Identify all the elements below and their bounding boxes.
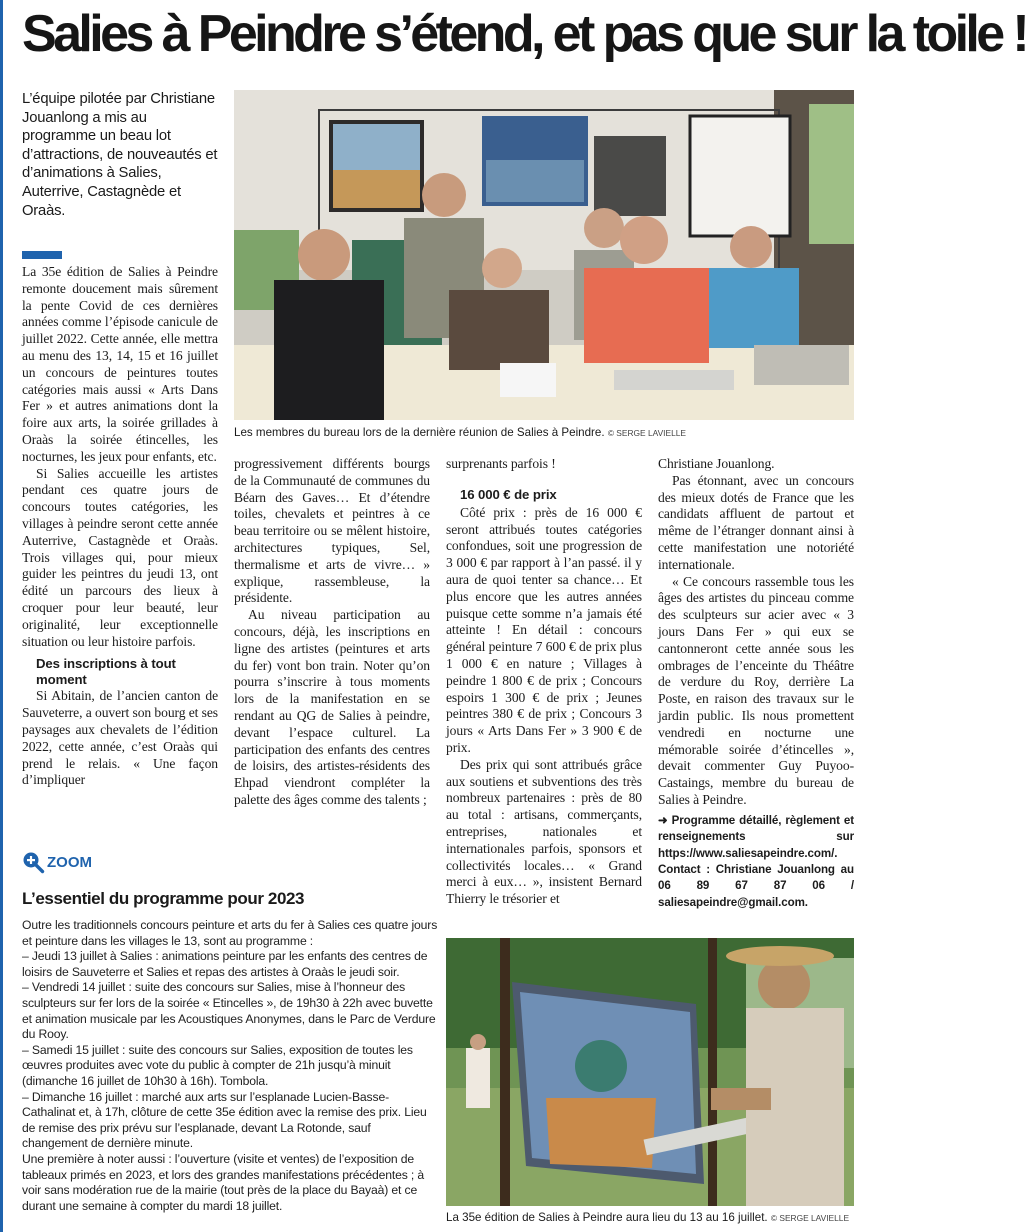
photo-credit: © SERGE LAVIELLE: [607, 428, 686, 438]
caption-text: Les membres du bureau lors de la dernière réunion de Salies à Peindre.: [234, 426, 605, 439]
paragraph: Côté prix : près de 16 000 € seront attribués toutes catégories confondues, soit une progression de 3 000 € par rapport à l’an passé. il y aura de quoi tenter sa chance… Et plus encore que les autres années puisque cette somme n’a jamais été atteinte ! En détail : concours général peinture 7 600 € de prix plus 1 000 € en nature ; Villages à peindre 1 800 € de prix ; Concours espoirs 1 300 € de prix ; Jeunes peintres 380 € de prix ; Concours 3 jours « Arts Dans Fer » 3 900 € de prix.: [446, 504, 642, 755]
caption-text: La 35e édition de Salies à Peindre aura lieu du 13 au 16 juillet.: [446, 1211, 768, 1224]
program-box: [22, 918, 438, 1214]
photo-credit: © SERGE LAVIELLE: [770, 1213, 850, 1223]
article-lead: L’équipe pilotée par Christiane Jouanlong a mis au programme un beau lot d’attractions, de nouveautés et d’animations à Salies, Auterrive, Castagnède et Oraàs.: [22, 91, 218, 219]
contact-info: ➜ Programme détaillé, règlement et renseignements sur https://www.saliesapeindre.com/. Contact : Christiane Jouanlong au 06 89 67 87 06 / saliesapeindre@gmail.com.: [658, 813, 854, 909]
magnifier-plus-icon: [22, 851, 44, 873]
program-line: – Samedi 15 juillet : suite des concours sur Salies, exposition de toutes les œuvres produites avec vote du public à compter de 21h jusqu’à minuit (dimanche 16 juillet de 10h30 à 16h). Tombola.: [22, 1042, 413, 1088]
article-column-3: [446, 456, 642, 908]
paragraph: La 35e édition de Salies à Peindre remonte doucement mais sûrement la pente Covid de ces dernières années comme l’épisode canicule de juillet 2022. Cette année, elle mettra au menu des 13, 14, 15 et 16 juillet un concours de peintures toutes catégories mais aussi « Arts Dans Fer » et autres animations dont la foire aux arts, la soirée grillades à Oraàs la soirée étincelles, les nocturnes, les jeux pour enfants, etc.: [22, 264, 218, 464]
paragraph: « Ce concours rassemble tous les âges des artistes du pinceau comme des sculpteurs sur acier avec « 3 jours Dans Fer » qui eux se cantonneront cette année sous les ombrages de l’enceinte du Théâtre de verdure du Roy, derrière La Poste, en raison des travaux sur le jardin public. Ils nous promettent vendredi en nocturne une mémorable soirée d’étincelles », devait commenter Guy Puyoo-Castaings, membre du bureau de Salies à Peindre.: [658, 573, 854, 807]
headline: Salies à Peindre s’étend, et pas que sur la toile !: [22, 5, 1026, 63]
subheading: 16 000 € de prix: [460, 486, 557, 502]
accent-rule: [22, 251, 62, 259]
paragraph: Christiane Jouanlong.: [658, 456, 775, 471]
paragraph: Si Abitain, de l’ancien canton de Sauveterre, a ouvert son bourg et ses paysages aux chevalets de l’édition 2022, cette année, c’est Oraàs qui prend le relais. « Une façon d’impliquer: [22, 688, 218, 788]
box-title: L’essentiel du programme pour 2023: [22, 889, 305, 908]
left-edge-bar: [0, 0, 3, 1232]
zoom-text: ZOOM: [47, 853, 92, 871]
photo-caption: [446, 1211, 849, 1225]
paragraph: Pas étonnant, avec un concours des mieux dotés de France que les candidats affluent de partout et même de l’étranger donnant ainsi à cette manifestation une notoriété internationale.: [658, 472, 854, 572]
program-line: Outre les traditionnels concours peinture et arts du fer à Salies ces quatre jours et peinture dans les villages le 13, sont au programme :: [22, 918, 438, 948]
subheading: Des inscriptions à tout moment: [36, 656, 176, 688]
program-line: – Dimanche 16 juillet : marché aux arts sur l’esplanade Lucien-Basse-Cathalinat et, à 17h, clôture de cette 35e édition avec la remise des prix. Lieu de remise des prix prévu sur l’esplanade, devant La Rotonde, sauf changement de dernière minute.: [22, 1089, 427, 1151]
paragraph: progressivement différents bourgs de la Communauté de communes du Béarn des Gaves… Et d’étendre toiles, chevalets et peintres à ce beau territoire ou se mêlent histoire, architectures typiques, Sel, thermalisme et arts de vivre… » explique, rassembleuse, la présidente.: [234, 456, 430, 606]
photo-caption: [234, 426, 686, 440]
zoom-label: [22, 848, 92, 876]
program-line: Une première à noter aussi : l’ouverture (visite et ventes) de l’exposition de tableaux primés en 2023, et lors des grandes manifestations précédentes ; à voir sans modération rue de la mairie (tout près de la place du Bayaà) et ce durant une semaine à compter du mardi 18 juillet.: [22, 1151, 425, 1213]
program-line: – Vendredi 14 juillet : suite des concours sur Salies, mise à l’honneur des sculpteurs sur fer lors de la soirée « Etincelles », de 19h30 à 22h avec buvette et animation musicale par les Acoustiques Anonymes, dans le Parc de Verdure du Rooy.: [22, 980, 436, 1042]
article-column-2: [234, 456, 430, 809]
photo-painter-easel: [446, 938, 854, 1206]
photo-committee-members: [234, 90, 854, 420]
paragraph: surprenants parfois !: [446, 456, 556, 471]
paragraph: Au niveau participation au concours, déjà, les inscriptions en ligne des artistes (peintures et arts du fer) vont bon train. Noter qu’on pourra s’inscrire à tous moments lors de la manifestation en se rendant au QG de Salies à peindre, devant l’espace culturel. La participation des enfants des centres de loisirs, des artistes-résidents des Ehpad viendront compléter la palette des âges comme des talents ;: [234, 607, 430, 807]
paragraph: Si Salies accueille les artistes pendant ces quatre jours de concours toutes catégories, les villages à peindre seront cette année Auterrive, Castagnède et Oraàs. Trois villages qui, pour mieux guider les peintres du jeudi 13, ont édité un parcours des lieux à croquer pour leur beauté, leur originalité, leur exceptionnelle situation ou leur histoire parfois.: [22, 465, 218, 649]
article-column-1: [22, 264, 218, 789]
article-column-4: [658, 456, 854, 911]
paragraph: Des prix qui sont attribués grâce aux soutiens et subventions des très nombreux partenaires : près de 80 au total : artisans, commerçants, entreprises, nationales et internationales parfois, sponsors et collectivités locales… « Grand merci à eux… », insistent Bernard Thierry le trésorier et: [446, 756, 642, 907]
program-line: – Jeudi 13 juillet à Salies : animations peinture par les enfants des centres de loisirs de Sauveterre et Salies et repas des artistes à Oraàs le jeudi soir.: [22, 949, 428, 979]
